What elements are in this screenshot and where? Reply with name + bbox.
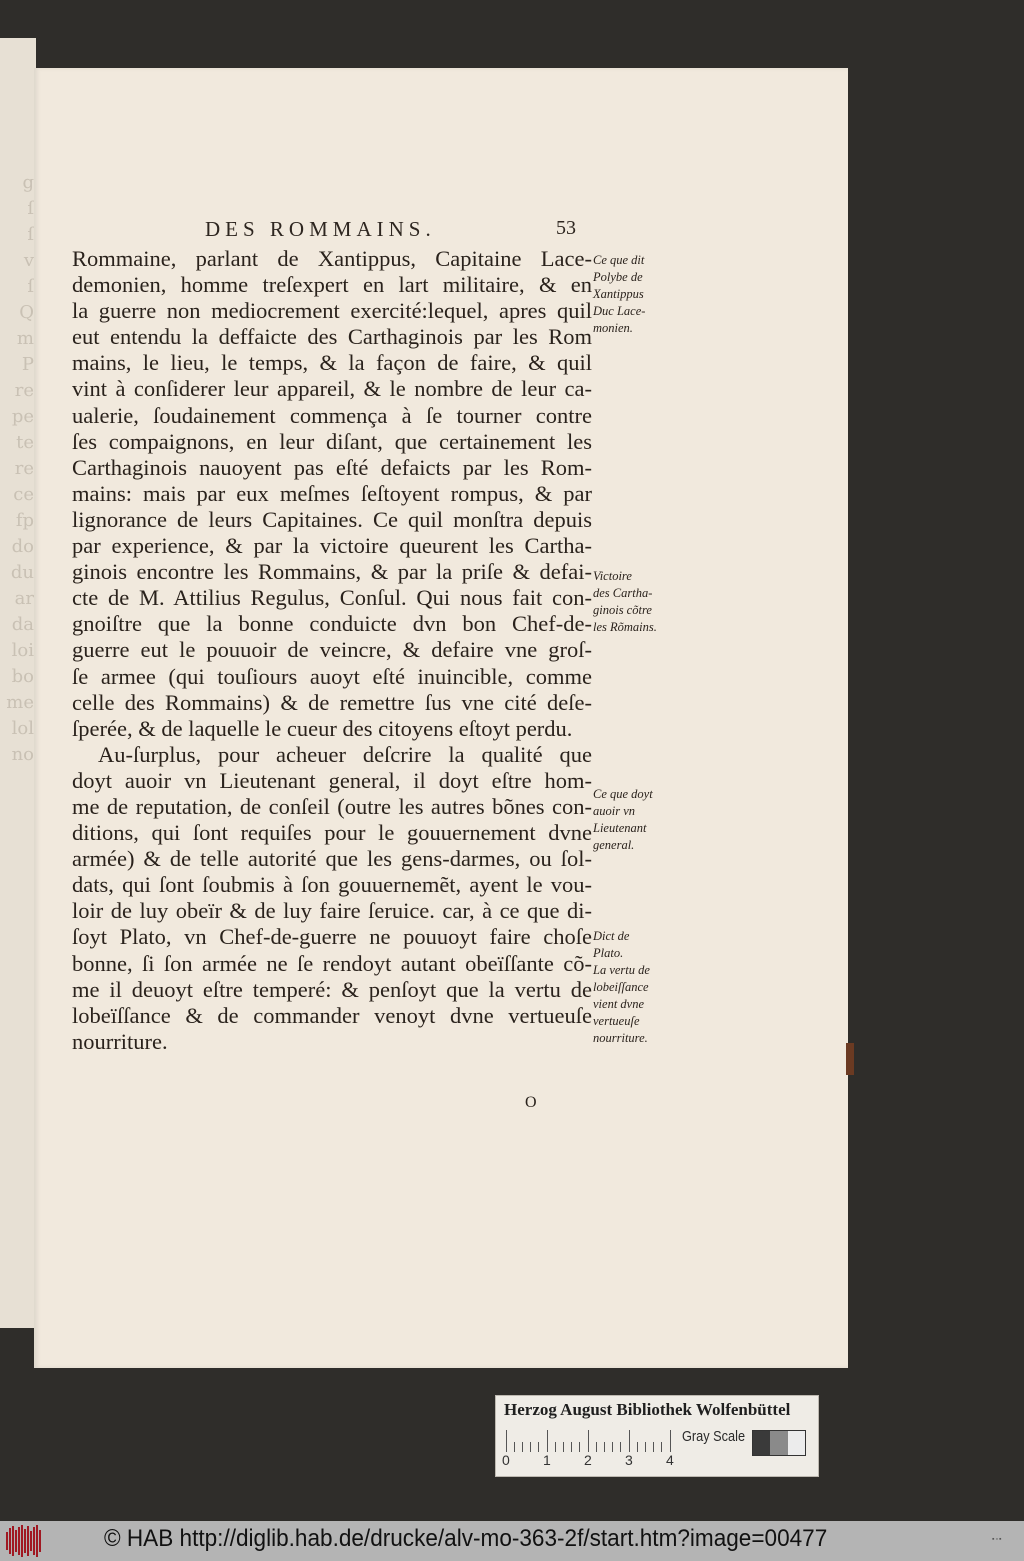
- margin-note-lieutenant: [593, 786, 683, 854]
- text-line: ginois encontre les Rommains, & par la priſe & defai-: [72, 559, 592, 585]
- margin-note-plato: [593, 928, 683, 1047]
- margin-note-line: ginois cõtre: [593, 603, 652, 617]
- margin-note-line: vient dvne: [593, 997, 645, 1011]
- text-line: armée) & de telle autorité que les gens-darmes, ou ſol-: [72, 846, 592, 872]
- ruler-icon: [506, 1426, 670, 1452]
- text-line: gnoiſtre que la bonne conduicte dvn bon Chef-de-: [72, 611, 592, 637]
- body-text: [72, 246, 592, 1055]
- text-line: lobeïſſance & de commander venoyt dvne vertueuſe: [72, 1002, 592, 1028]
- text-line: dats, qui ſont ſoubmis à ſon gouuernemẽt, ayent le vou-: [72, 872, 592, 898]
- margin-note-line: Polybe de: [593, 270, 643, 284]
- text-line: eut entendu la deffaicte des Carthaginois par les Rom: [72, 324, 592, 350]
- margin-note-line: Plato.: [593, 946, 624, 960]
- text-line: Rommaine, parlant de Xantippus, Capitaine Lace-: [72, 246, 592, 271]
- footer-bar: [0, 1521, 1024, 1561]
- ruler-labels: [502, 1452, 682, 1470]
- margin-note-line: Ce que dit: [593, 253, 645, 267]
- text-line: ſoyt Plato, vn Chef-de-guerre ne pouuoyt faire choſe: [72, 924, 592, 950]
- text-line: doyt auoir vn Lieutenant general, il doyt eſtre hom-: [72, 767, 592, 793]
- margin-note-line: auoir vn: [593, 804, 636, 818]
- text-line: Au-ſurplus, pour acheuer deſcrire la qualité que: [98, 741, 592, 767]
- gray-scale-label: Gray Scale: [682, 1428, 746, 1445]
- swatch-mid: [770, 1431, 787, 1455]
- text-line: ſperée, & de laquelle le cueur des citoyens eſtoyt perdu.: [72, 715, 573, 741]
- margin-note-line: Xantippus: [593, 287, 644, 301]
- text-line: loir de luy obeïr & de luy faire ſeruice. car, à ce que di-: [72, 898, 592, 924]
- margin-note-line: des Cartha-: [593, 586, 653, 600]
- footer-mark-icon: ▪▫▪: [992, 1536, 1003, 1543]
- text-line: bonne, ſi ſon armée ne ſe rendoyt autant obeïſſante cõ-: [72, 950, 592, 976]
- ruler-label: 2: [584, 1452, 592, 1468]
- hab-logo-icon: [6, 1525, 46, 1557]
- margin-note-line: La vertu de: [593, 963, 650, 977]
- margin-note-line: les Rõmains.: [593, 620, 657, 634]
- copyright-url[interactable]: © HAB http://diglib.hab.de/drucke/alv-mo-363-2f/start.htm?image=00477: [104, 1525, 828, 1552]
- ruler-label: 1: [543, 1452, 551, 1468]
- text-line: vint à conſiderer leur appareil, & le nombre de leur ca-: [72, 376, 592, 402]
- swatch-light: [788, 1431, 805, 1455]
- running-head: DES ROMMAINS.: [205, 217, 436, 241]
- margin-note-line: vertueuſe: [593, 1014, 640, 1028]
- margin-note-line: monien.: [593, 321, 633, 335]
- text-line: ſes compaignons, en leur diſant, que certainement les: [72, 428, 592, 454]
- margin-note-line: Victoire: [593, 569, 632, 583]
- text-line: ualerie, ſoudainement commença à ſe tourner contre: [72, 402, 592, 428]
- text-line: nourriture.: [72, 1028, 168, 1054]
- ruler-label: 0: [502, 1452, 510, 1468]
- margin-note-line: general.: [593, 838, 635, 852]
- facing-page-bleed-through: g ſ ſ v ſ Q m P re pe te re ce fp do du ar da loi bo me lol no: [6, 172, 34, 765]
- margin-note-polybe: [593, 252, 683, 337]
- text-line: guerre eut le pouuoir de veincre, & defaire vne groſ-: [72, 637, 592, 663]
- text-line: me de reputation, de conſeil (outre les autres bõnes con-: [72, 793, 592, 819]
- text-line: cte de M. Attilius Regulus, Conſul. Qui nous fait con-: [72, 585, 592, 611]
- margin-note-line: Lieutenant: [593, 821, 647, 835]
- text-line: celle des Rommains) & de remettre ſus vne cité deſe-: [72, 689, 592, 715]
- margin-note-line: Ce que doyt: [593, 787, 653, 801]
- page-tab-marker: [846, 1043, 854, 1075]
- library-name: Herzog August Bibliothek Wolfenbüttel: [504, 1400, 791, 1419]
- margin-note-line: lobeiſſance: [593, 980, 649, 994]
- text-line: mains: mais par eux meſmes ſeſtoyent rompus, & par: [72, 480, 592, 506]
- margin-note-line: Dict de: [593, 929, 630, 943]
- text-line: me il deuoyt eſtre temperé: & penſoyt que la vertu de: [72, 976, 592, 1002]
- text-line: lignorance de leurs Capitaines. Ce quil monſtra depuis: [72, 506, 592, 532]
- signature-mark: O: [525, 1094, 537, 1111]
- text-line: par experience, & par la victoire queurent les Cartha-: [72, 533, 592, 559]
- margin-note-victoire: [593, 568, 683, 636]
- gray-scale-swatches: [752, 1430, 806, 1456]
- swatch-dark: [753, 1431, 770, 1455]
- text-line: ditions, qui ſont requiſes pour le gouuernement dvne: [72, 820, 592, 846]
- text-line: la guerre non mediocrement exercité:lequel, apres quil: [72, 298, 592, 324]
- page-number: 53: [556, 217, 576, 239]
- text-line: mains, le lieu, le temps, & la façon de faire, & quil: [72, 350, 592, 376]
- text-line: Carthaginois nauoyent pas eſté defaicts par les Rom-: [72, 454, 592, 480]
- margin-note-line: Duc Lace-: [593, 304, 646, 318]
- ruler-label: 4: [666, 1452, 674, 1468]
- text-line: ſe armee (qui touſiours auoyt eſté inuincible, comme: [72, 663, 592, 689]
- scale-card: [495, 1395, 819, 1477]
- text-line: demonien, homme treſexpert en lart militaire, & en: [72, 272, 592, 298]
- ruler-label: 3: [625, 1452, 633, 1468]
- margin-note-line: nourriture.: [593, 1031, 648, 1045]
